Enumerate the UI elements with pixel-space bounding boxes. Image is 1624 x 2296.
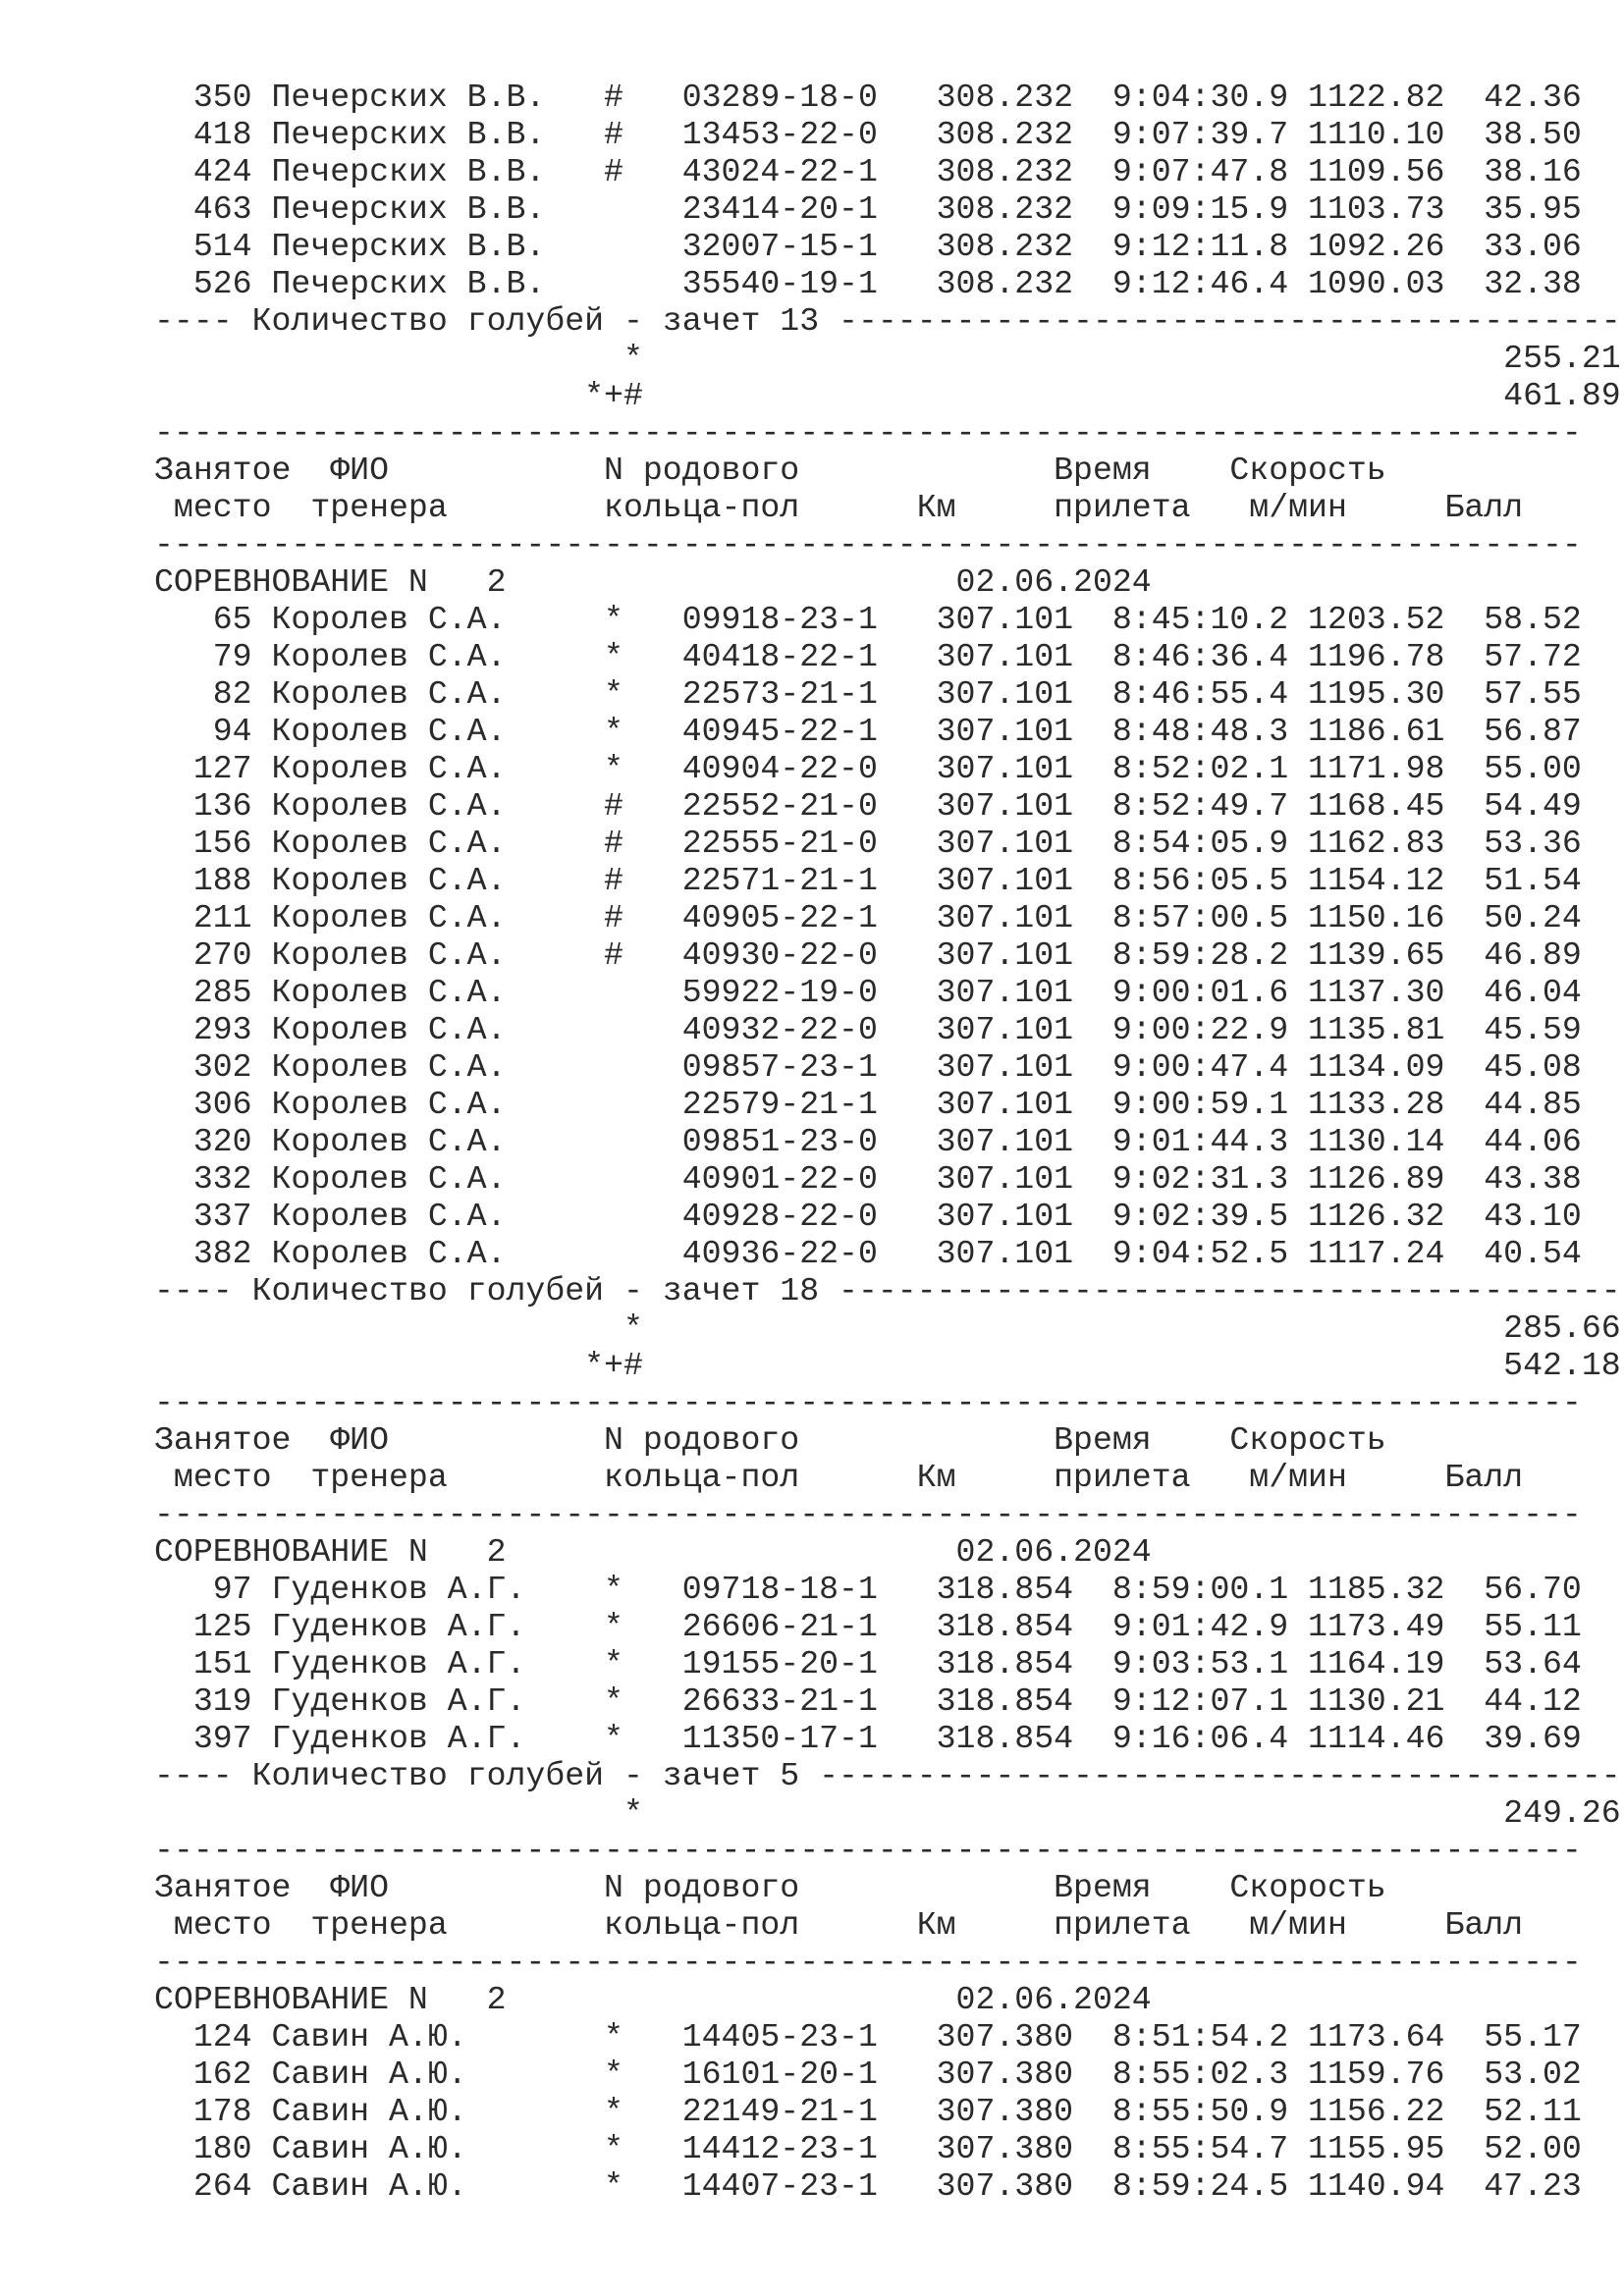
column-header: место тренера кольца-пол Км прилета м/мин Балл	[154, 489, 1524, 526]
result-row: 125 Гуденков А.Г. * 26606-21-1 318.854 9:01:42.9 1173.49 55.11	[154, 1608, 1582, 1645]
column-header: место тренера кольца-пол Км прилета м/мин Балл	[154, 1459, 1524, 1496]
result-row: 94 Королев С.А. * 40945-22-1 307.101 8:48:48.3 1186.61 56.87	[154, 713, 1582, 750]
result-row: 337 Королев С.А. 40928-22-0 307.101 9:02:39.5 1126.32 43.10	[154, 1198, 1582, 1235]
separator-line: -------------------------------------------------------------------------	[154, 1384, 1582, 1421]
result-row: 463 Печерских В.В. 23414-20-1 308.232 9:09:15.9 1103.73 35.95	[154, 190, 1582, 228]
result-row: 180 Савин А.Ю. * 14412-23-1 307.380 8:55:54.7 1155.95 52.00	[154, 2130, 1582, 2167]
result-row: 82 Королев С.А. * 22573-21-1 307.101 8:46:55.4 1195.30 57.55	[154, 675, 1582, 713]
total-line: *+# 542.18	[154, 1347, 1621, 1384]
column-header: Занятое ФИО N родового Время Скорость	[154, 1869, 1386, 1906]
result-row: 79 Королев С.А. * 40418-22-1 307.101 8:46:36.4 1196.78 57.72	[154, 638, 1582, 675]
results-document	[154, 79, 1621, 2205]
result-row: 397 Гуденков А.Г. * 11350-17-1 318.854 9:16:06.4 1114.46 39.69	[154, 1720, 1582, 1757]
competition-header: СОРЕВНОВАНИЕ N 2 02.06.2024	[154, 1533, 1152, 1571]
separator-line: -------------------------------------------------------------------------	[154, 1496, 1582, 1533]
result-row: 97 Гуденков А.Г. * 09718-18-1 318.854 8:59:00.1 1185.32 56.70	[154, 1571, 1582, 1608]
total-line: * 255.21	[154, 340, 1621, 377]
total-line: *+# 461.89	[154, 377, 1621, 414]
competition-header: СОРЕВНОВАНИЕ N 2 02.06.2024	[154, 1981, 1152, 2018]
result-row: 285 Королев С.А. 59922-19-0 307.101 9:00:01.6 1137.30 46.04	[154, 974, 1582, 1011]
result-row: 188 Королев С.А. # 22571-21-1 307.101 8:56:05.5 1154.12 51.54	[154, 862, 1582, 899]
result-row: 306 Королев С.А. 22579-21-1 307.101 9:00:59.1 1133.28 44.85	[154, 1086, 1582, 1123]
result-row: 302 Королев С.А. 09857-23-1 307.101 9:00:47.4 1134.09 45.08	[154, 1048, 1582, 1086]
result-row: 264 Савин А.Ю. * 14407-23-1 307.380 8:59:24.5 1140.94 47.23	[154, 2167, 1582, 2205]
result-row: 127 Королев С.А. * 40904-22-0 307.101 8:52:02.1 1171.98 55.00	[154, 750, 1582, 787]
result-row: 211 Королев С.А. # 40905-22-1 307.101 8:57:00.5 1150.16 50.24	[154, 899, 1582, 936]
total-line: * 285.66	[154, 1309, 1621, 1347]
result-row: 124 Савин А.Ю. * 14405-23-1 307.380 8:51:54.2 1173.64 55.17	[154, 2018, 1582, 2056]
count-summary-line: ---- Количество голубей - зачет 5 -----------------------------------------	[154, 1757, 1621, 1794]
separator-line: -------------------------------------------------------------------------	[154, 1832, 1582, 1869]
result-row: 350 Печерских В.В. # 03289-18-0 308.232 9:04:30.9 1122.82 42.36	[154, 79, 1582, 116]
result-row: 319 Гуденков А.Г. * 26633-21-1 318.854 9:12:07.1 1130.21 44.12	[154, 1682, 1582, 1720]
count-summary-line: ---- Количество голубей - зачет 13 ----------------------------------------	[154, 302, 1621, 340]
result-row: 151 Гуденков А.Г. * 19155-20-1 318.854 9:03:53.1 1164.19 53.64	[154, 1645, 1582, 1682]
result-row: 293 Королев С.А. 40932-22-0 307.101 9:00:22.9 1135.81 45.59	[154, 1011, 1582, 1048]
column-header: место тренера кольца-пол Км прилета м/мин Балл	[154, 1906, 1524, 1944]
separator-line: -------------------------------------------------------------------------	[154, 414, 1582, 452]
separator-line: -------------------------------------------------------------------------	[154, 526, 1582, 563]
result-row: 514 Печерских В.В. 32007-15-1 308.232 9:12:11.8 1092.26 33.06	[154, 228, 1582, 265]
result-row: 526 Печерских В.В. 35540-19-1 308.232 9:12:46.4 1090.03 32.38	[154, 265, 1582, 302]
competition-header: СОРЕВНОВАНИЕ N 2 02.06.2024	[154, 563, 1152, 601]
result-row: 65 Королев С.А. * 09918-23-1 307.101 8:45:10.2 1203.52 58.52	[154, 601, 1582, 638]
result-row: 382 Королев С.А. 40936-22-0 307.101 9:04:52.5 1117.24 40.54	[154, 1235, 1582, 1272]
count-summary-line: ---- Количество голубей - зачет 18 ----------------------------------------	[154, 1272, 1621, 1309]
separator-line: -------------------------------------------------------------------------	[154, 1944, 1582, 1981]
result-row: 418 Печерских В.В. # 13453-22-0 308.232 9:07:39.7 1110.10 38.50	[154, 116, 1582, 153]
result-row: 332 Королев С.А. 40901-22-0 307.101 9:02:31.3 1126.89 43.38	[154, 1160, 1582, 1198]
result-row: 320 Королев С.А. 09851-23-0 307.101 9:01:44.3 1130.14 44.06	[154, 1123, 1582, 1160]
column-header: Занятое ФИО N родового Время Скорость	[154, 1421, 1386, 1459]
result-row: 270 Королев С.А. # 40930-22-0 307.101 8:59:28.2 1139.65 46.89	[154, 936, 1582, 974]
result-row: 424 Печерских В.В. # 43024-22-1 308.232 9:07:47.8 1109.56 38.16	[154, 153, 1582, 190]
result-row: 156 Королев С.А. # 22555-21-0 307.101 8:54:05.9 1162.83 53.36	[154, 825, 1582, 862]
total-line: * 249.26	[154, 1794, 1621, 1832]
result-row: 162 Савин А.Ю. * 16101-20-1 307.380 8:55:02.3 1159.76 53.02	[154, 2056, 1582, 2093]
result-row: 136 Королев С.А. # 22552-21-0 307.101 8:52:49.7 1168.45 54.49	[154, 787, 1582, 825]
result-row: 178 Савин А.Ю. * 22149-21-1 307.380 8:55:50.9 1156.22 52.11	[154, 2093, 1582, 2130]
column-header: Занятое ФИО N родового Время Скорость	[154, 452, 1386, 489]
